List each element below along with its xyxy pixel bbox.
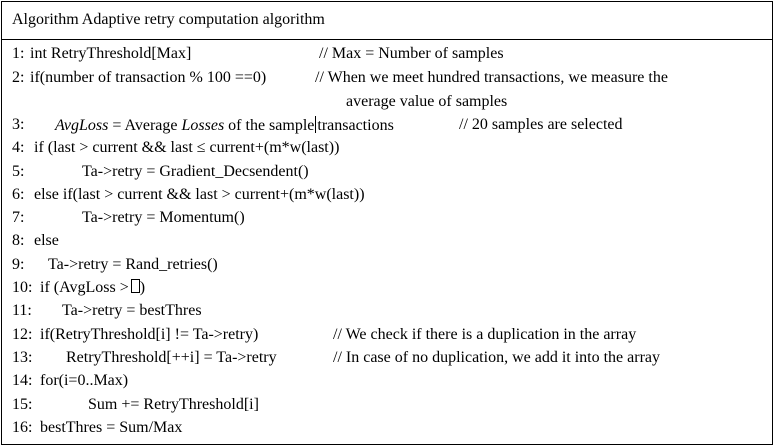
line-code: if(RetryThreshold[i] != Ta->retry) (40, 326, 259, 343)
line-code: bestThres = Sum/Max (40, 419, 183, 436)
line-code: int RetryThreshold[Max] (30, 45, 192, 62)
line-number: 1: (12, 45, 25, 62)
line-code-text: = Average (108, 117, 182, 134)
line-number: 3: (12, 116, 25, 133)
line-comment-continued: average value of samples (346, 93, 508, 110)
line-code: Ta->retry = Rand_retries() (48, 256, 218, 273)
line-code-italic: Losses (181, 117, 225, 134)
line-code: Ta->retry = Gradient_Decsendent() (82, 163, 309, 180)
line-code: if (AvgLoss > ) (40, 279, 146, 296)
line-code-text: of the sample (224, 117, 315, 134)
line-number: 8: (12, 232, 25, 249)
line-code: Ta->retry = Momentum() (82, 209, 245, 226)
line-comment: // 20 samples are selected (459, 116, 623, 133)
line-number: 10: (12, 279, 33, 296)
line-code-text: transactions (317, 117, 394, 134)
line-number: 7: (12, 209, 25, 226)
missing-glyph-icon (131, 279, 140, 293)
line-code: Sum += RetryThreshold[i] (88, 396, 259, 413)
line-code-text: if (AvgLoss > (40, 279, 129, 296)
line-code: if (last > current && last ≤ current+(m*w(last)) (34, 139, 340, 156)
line-number: 13: (12, 349, 33, 366)
algorithm-title: Algorithm Adaptive retry computation algorithm (12, 11, 325, 28)
line-code: else if(last > current && last > current+(m*w(last)) (34, 186, 365, 203)
line-number: 2: (12, 69, 25, 86)
line-code: for(i=0..Max) (40, 372, 129, 389)
line-comment: // Max = Number of samples (319, 45, 504, 62)
algorithm-line-2-continued (346, 93, 507, 111)
line-code-italic: AvgLoss (55, 117, 109, 134)
line-number: 12: (12, 326, 33, 343)
line-code: else (34, 232, 59, 249)
line-code (55, 116, 394, 135)
line-number: 9: (12, 256, 25, 273)
line-number: 5: (12, 163, 25, 180)
line-code: RetryThreshold[++i] = Ta->retry (66, 349, 277, 366)
line-number: 6: (12, 186, 25, 203)
line-number: 15: (12, 396, 33, 413)
line-comment: // We check if there is a duplication in the array (333, 326, 637, 343)
line-number: 11: (12, 302, 32, 319)
line-code: Ta->retry = bestThres (62, 302, 202, 319)
line-comment: // In case of no duplication, we add it into the array (333, 349, 661, 366)
line-code: if(number of transaction % 100 ==0) (30, 69, 267, 86)
line-number: 4: (12, 139, 25, 156)
line-number: 14: (12, 372, 33, 389)
algorithm-header (2, 2, 772, 40)
line-comment: // When we meet hundred transactions, we measure the (315, 69, 668, 86)
line-number: 16: (12, 419, 33, 436)
